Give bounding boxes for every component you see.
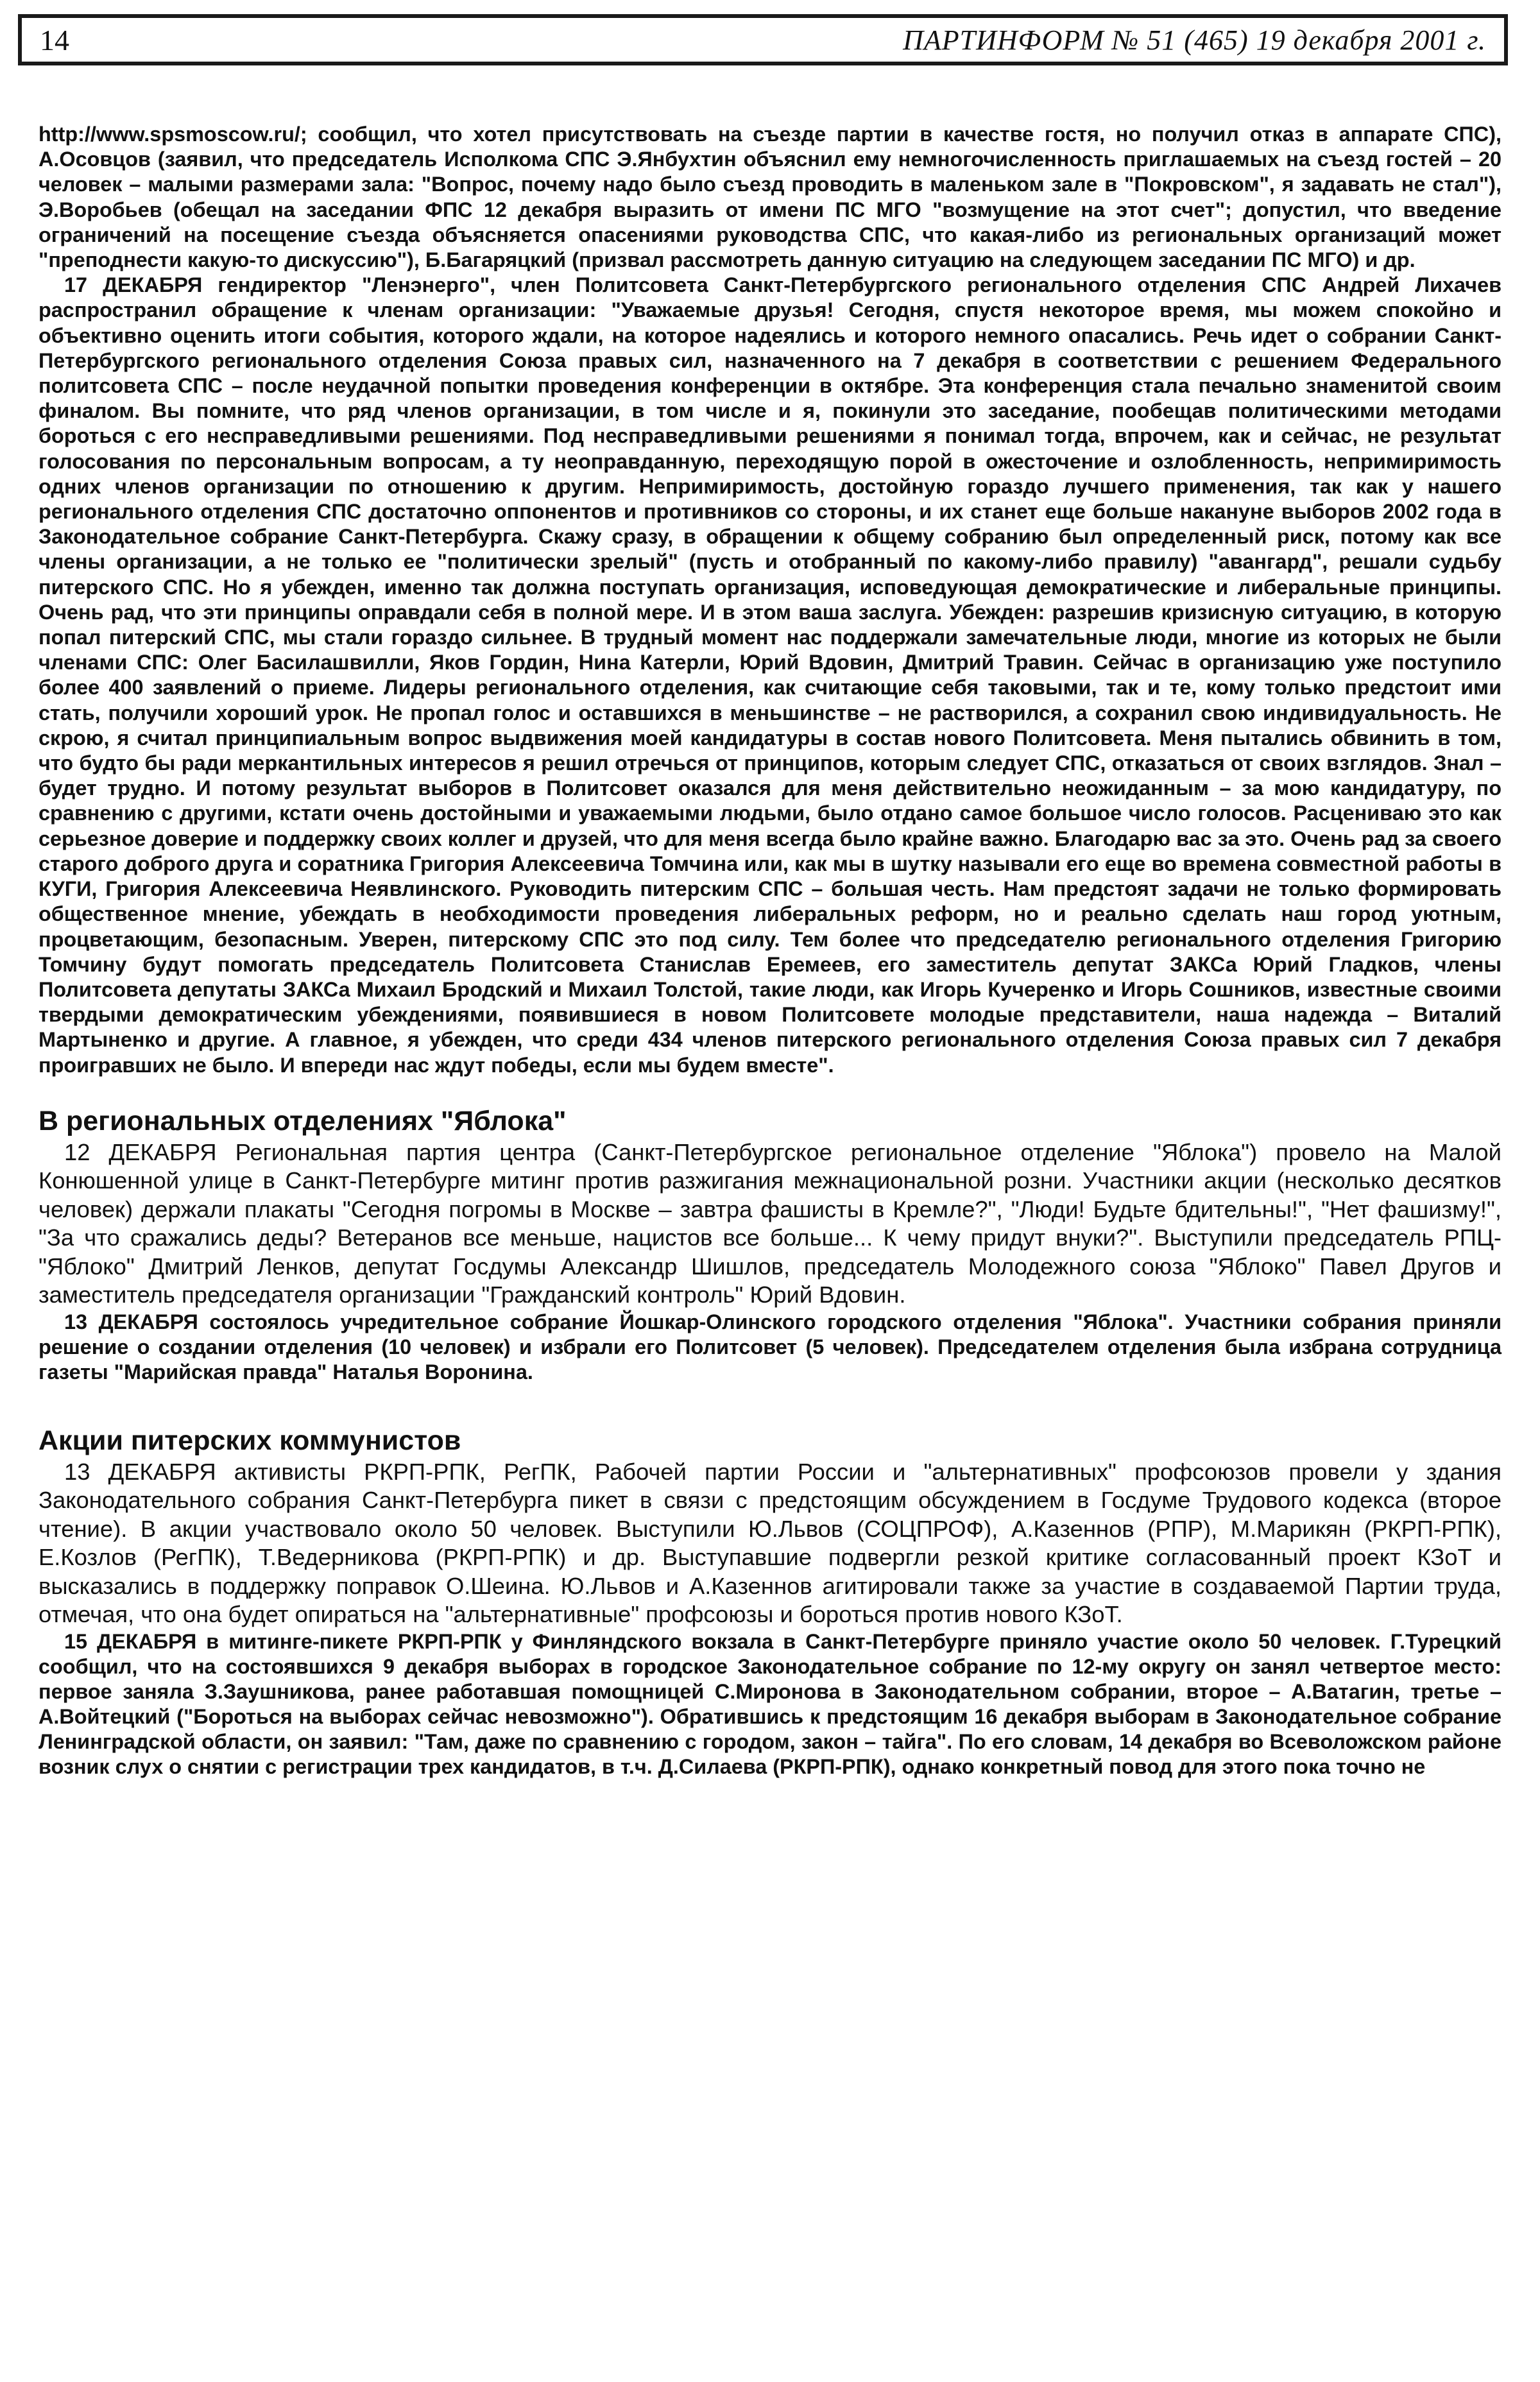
page-header xyxy=(18,14,1508,65)
section-paragraph: 12 ДЕКАБРЯ Региональная партия центра (Санкт-Петербургское региональное отделение "Яблока") провело на Малой Конюшенной улице в Санкт-Петербурге митинг против разжигания межнациональной розни. Участники акции (несколько десятков человек) держали плакаты "Сегодня погромы в Москве – завтра фашисты в Кремле?", "Люди! Будьте бдительны!", "Нет фашизму!", "За что сражались деды? Ветеранов все меньше, нацистов все больше... К чему придут внуки?". Выступили председатель РПЦ-"Яблоко" Дмитрий Ленков, депутат Госдумы Александр Шишлов, председатель Молодежного союза "Яблоко" Павел Другов и заместитель председателя организации "Гражданский контроль" Юрий Вдовин. xyxy=(38,1138,1502,1308)
article-continuation xyxy=(38,122,1502,1078)
publication-title: ПАРТИНФОРМ № 51 (465) 19 декабря 2001 г. xyxy=(903,24,1486,56)
section-paragraph: 13 ДЕКАБРЯ активисты РКРП-РПК, РегПК, Рабочей партии России и "альтернативных" профсоюзов провели у здания Законодательного собрания Санкт-Петербурга пикет в связи с предстоящим обсуждением в Госдуме Трудового кодекса (второе чтение). В акции участвовало около 50 человек. Выступили Ю.Львов (СОЦПРОФ), А.Казеннов (РПР), М.Марикян (РКРП-РПК), Е.Козлов (РегПК), Т.Ведерникова (РКРП-РПК) и др. Выступавшие подвергли резкой критике согласованный проект КЗоТ и высказались в поддержку поправок О.Шеина. Ю.Львов и А.Казеннов агитировали также за участие в создаваемой Партии труда, отмечая, что она будет опираться на "альтернативные" профсоюзы и бороться против нового КЗоТ. xyxy=(38,1458,1502,1628)
section-heading: В региональных отделениях "Яблока" xyxy=(38,1105,567,1136)
section-paragraph: 13 ДЕКАБРЯ состоялось учредительное собрание Йошкар-Олинского городского отделения "Яблока". Участники собрания приняли решение о создании отделения (10 человек) и избрали его Политсовет (5 человек). Председателем отделения была избрана сотрудница газеты "Марийская правда" Наталья Воронина. xyxy=(38,1310,1502,1384)
section-heading: Акции питерских коммунистов xyxy=(38,1425,461,1456)
page-content xyxy=(38,122,1502,1779)
page-number: 14 xyxy=(40,23,69,56)
section-communists xyxy=(38,1423,1502,1779)
section-paragraph: 15 ДЕКАБРЯ в митинге-пикете РКРП-РПК у Финляндского вокзала в Санкт-Петербурге приняло участие около 50 человек. Г.Турецкий сообщил, что на состоявшихся 9 декабря выборах в городское Законодательное собрание по 12-му округу он занял четвертое место: первое заняла З.Заушникова, ранее работавшая помощницей С.Миронова в Законодательном собрании, второе – А.Ватагин, третье – А.Войтецкий ("Бороться на выборах сейчас невозможно"). Обратившись к предстоящим 16 декабря выборам в Законодательное собрание Ленинградской области, он заявил: "Там, даже по сравнению с городом, закон – тайга". По его словам, 14 декабря во Всеволожском районе возник слух о снятии с регистрации трех кандидатов, в т.ч. Д.Силаева (РКРП-РПК), однако конкретный повод для этого пока точно не xyxy=(38,1629,1502,1778)
article-paragraph: http://www.spsmoscow.ru/; сообщил, что хотел присутствовать на съезде партии в качестве гостя, но получил отказ в аппарате СПС), А.Осовцов (заявил, что председатель Исполкома СПС Э.Янбухтин объяснил ему немногочисленность приглашаемых на съезд гостей – 20 человек – малыми размерами зала: "Вопрос, почему надо было съезд проводить в маленьком зале в "Покровском", я задавать не стал"), Э.Воробьев (обещал на заседании ФПС 12 декабря выразить от имени ПС МГО "возмущение на этот счет"; допустил, что введение ограничений на посещение съезда объясняется опасениями руководства СПС, что какая-либо из региональных организаций может "преподнести какую-то дискуссию"), Б.Багаряцкий (призвал рассмотреть данную ситуацию на следующем заседании ПС МГО) и др. xyxy=(38,123,1502,272)
section-yabloko xyxy=(38,1104,1502,1385)
article-paragraph: 17 ДЕКАБРЯ гендиректор "Ленэнерго", член Политсовета Санкт-Петербургского регионального отделения СПС Андрей Лихачев распространил обращение к членам организации: "Уважаемые друзья! Сегодня, спустя некоторое время, мы можем спокойно и объективно оценить итоги события, которого ждали, на которое надеялись и которого немного опасались. Речь идет о собрании Санкт-Петербургского регионального отделения Союза правых сил, назначенного на 7 декабря в соответствии с решением Федерального политсовета СПС – после неудачной попытки проведения конференции в октябре. Эта конференция стала печально знаменитой своим финалом. Вы помните, что ряд членов организации, в том числе и я, покинули это заседание, пообещав политическими методами бороться с его несправедливыми решениями. Под несправедливыми решениями я понимал тогда, впрочем, как и сейчас, не результат голосования по персональным вопросам, а ту неоправданную, переходящую порой в ожесточение и озлобленность, непримиримость одних членов организации по отношению к другим. Непримиримость, достойную гораздо лучшего применения, так как у нашего регионального отделения СПС достаточно оппонентов и противников со стороны, и их станет еще больше накануне выборов 2002 года в Законодательное собрание Санкт-Петербурга. Скажу сразу, в обращении к общему собранию был определенный риск, потому как все члены организации, а не только ее "политически зрелый" (пусть и отобранный по какому-либо правилу) "авангард", решали судьбу питерского СПС. Но я убежден, именно так должна поступать организация, исповедующая демократические и либеральные принципы. Очень рад, что эти принципы оправдали себя в полной мере. И в этом ваша заслуга. Убежден: разрешив кризисную ситуацию, в которую попал питерский СПС, мы стали гораздо сильнее. В трудный момент нас поддержали замечательные люди, многие из которых не были членами СПС: Олег Басилашвилли, Яков Гордин, Нина Катерли, Юрий Вдовин, Дмитрий Травин. Сейчас в организацию уже поступило более 400 заявлений о приеме. Лидеры регионального отделения, как считающие себя таковыми, так и те, кому только предстоит ими стать, получили хороший урок. Не пропал голос и оставшихся в меньшинстве – не растворился, а сохранил свою индивидуальность. Не скрою, я считал принципиальным вопрос выдвижения моей кандидатуры в состав нового Политсовета. Меня пытались обвинить в том, что будто бы ради меркантильных интересов я решил отречься от принципов, которым следует СПС, отказаться от своих взглядов. Знал – будет трудно. И потому результат выборов в Политсовет оказался для меня действительно неожиданным – за мою кандидатуру, по сравнению с другими, кстати очень достойными и уважаемыми людьми, было отдано самое большое число голосов. Расцениваю это как серьезное доверие и поддержку своих коллег и друзей, что для меня всегда было крайне важно. Благодарю вас за это. Очень рад за своего старого доброго друга и соратника Григория Алексеевича Томчина или, как мы в шутку называли его еще во времена совместной работы в КУГИ, Григория Алексеевича Неявлинского. Руководить питерским СПС – большая честь. Нам предстоят задачи не только формировать общественное мнение, убеждать в необходимости проведения либеральных реформ, но и реально сделать наш город уютным, процветающим, безопасным. Уверен, питерскому СПС это под силу. Тем более что председателю регионального отделения Григорию Томчину будут помогать председатель Политсовета Станислав Еремеев, его заместитель депутат ЗАКСа Юрий Гладков, члены Политсовета депутаты ЗАКСа Михаил Бродский и Михаил Толстой, такие люди, как Игорь Кучеренко и Игорь Сошников, известные своими твердыми демократическим убеждениями, появившиеся в новом Политсовете молодые представители, наша надежда – Виталий Мартыненко и другие. А главное, я убежден, что среди 434 членов питерского регионального отделения Союза правых сил 7 декабря проигравших не было. И впереди нас ждут победы, если мы будем вместе". xyxy=(38,273,1502,1077)
